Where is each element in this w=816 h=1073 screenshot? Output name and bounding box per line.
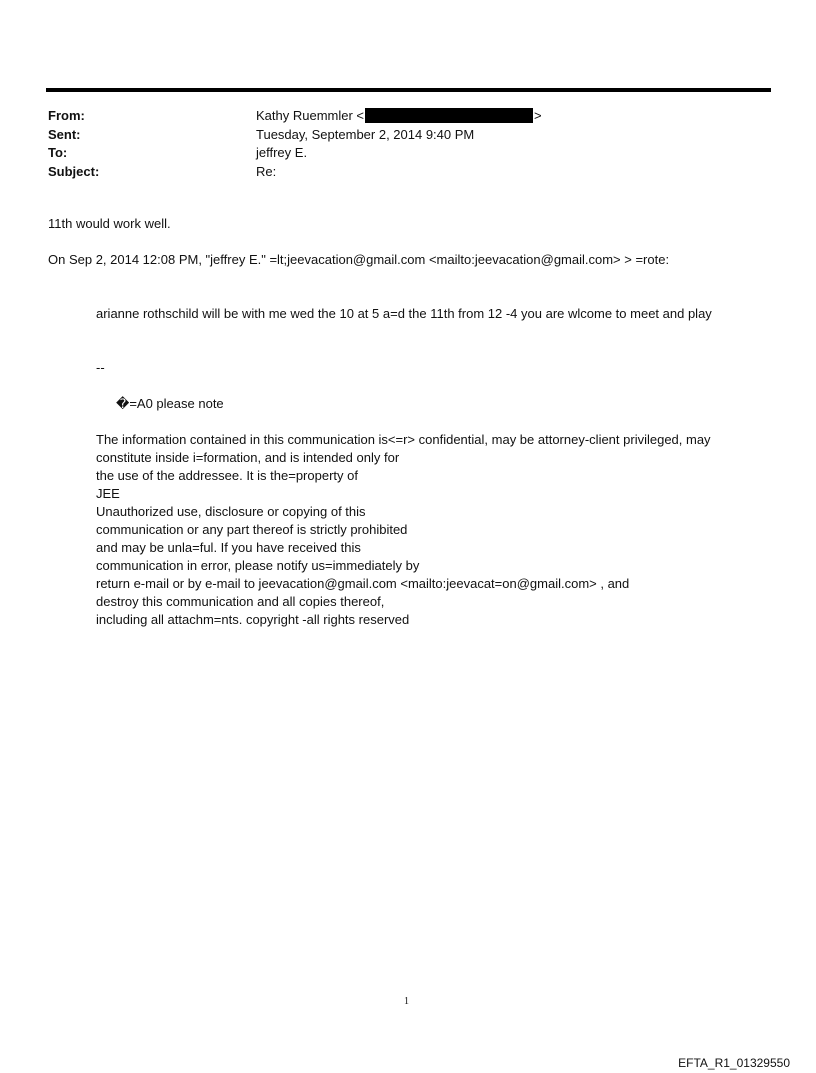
disclaimer-line: The information contained in this communication is<=r> confidential, may be attorney-client privileged, may (96, 432, 711, 447)
subject-row (48, 163, 542, 182)
from-name: Kathy Ruemmler < (256, 108, 365, 123)
to-value: jeffrey E. (256, 145, 308, 160)
disclaimer-line: and may be unla=ful. If you have received this (96, 540, 361, 555)
subject-value: Re: (256, 163, 277, 179)
document-id: EFTA_R1_01329550 (678, 1056, 790, 1070)
disclaimer-line: the use of the addressee. It is the=property of (96, 468, 358, 483)
disclaimer-line: including all attachm=nts. copyright -all rights reserved (96, 612, 410, 627)
subject-label: Subject: (48, 163, 100, 179)
from-row (48, 107, 542, 126)
page-number: 1 (404, 996, 409, 1007)
redaction-box (365, 108, 533, 123)
sent-value: Tuesday, September 2, 2014 9:40 PM (256, 126, 475, 142)
sent-row (48, 126, 542, 145)
disclaimer-line: constitute inside i=formation, and is intended only for (96, 450, 400, 465)
quoted-message: arianne rothschild will be with me wed the 10 at 5 a=d the 11th from 12 -4 you are wlcome to meet and play (96, 306, 712, 321)
from-value (256, 107, 542, 126)
header-rule (46, 88, 771, 92)
disclaimer-line: communication in error, please notify us=immediately by (96, 558, 420, 573)
signature-separator: -- (96, 360, 105, 375)
email-header (48, 107, 542, 181)
disclaimer-line: destroy this communication and all copies thereof, (96, 594, 385, 609)
disclaimer (96, 431, 711, 629)
disclaimer-line: JEE (96, 486, 120, 501)
sent-label: Sent: (48, 126, 81, 142)
from-label: From: (48, 108, 85, 123)
disclaimer-line: Unauthorized use, disclosure or copying of this (96, 504, 366, 519)
note-line: �=A0 please note (116, 396, 224, 411)
disclaimer-line: return e-mail or by e-mail to jeevacation@gmail.com <mailto:jeevacat=on@gmail.com> , and (96, 576, 630, 591)
quote-intro: On Sep 2, 2014 12:08 PM, "jeffrey E." =lt;jeevacation@gmail.com <mailto:jeevacation@gmail.com> > =rote: (48, 252, 670, 267)
reply-text: 11th would work well. (48, 216, 171, 231)
from-close: > (534, 108, 542, 123)
to-row (48, 144, 542, 163)
disclaimer-line: communication or any part thereof is strictly prohibited (96, 522, 408, 537)
to-label: To: (48, 145, 68, 160)
